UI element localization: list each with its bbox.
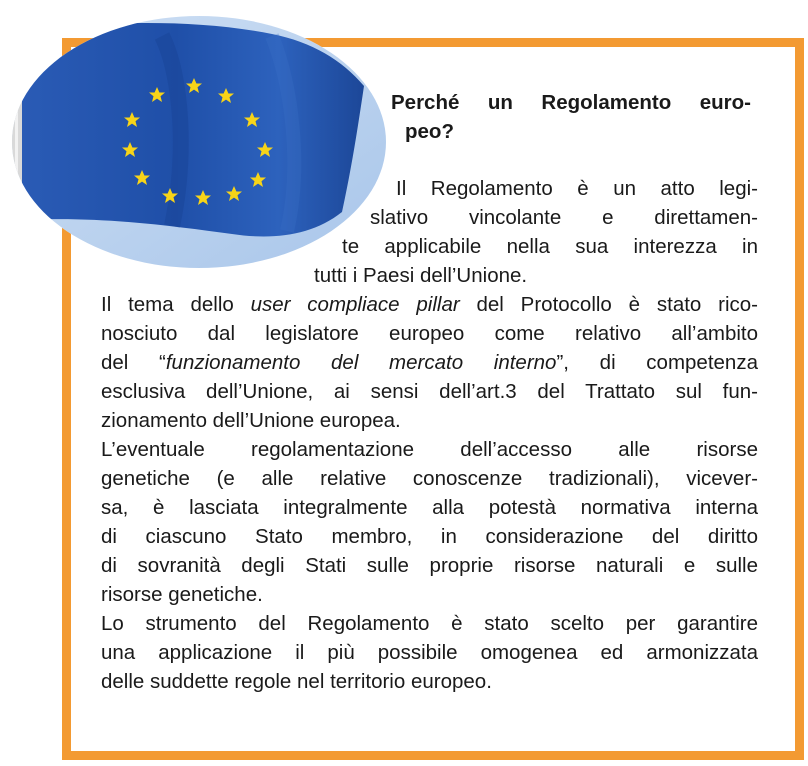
body-line-text: Il tema dello bbox=[101, 293, 251, 316]
title-line-2: peo? bbox=[405, 120, 454, 143]
body-line-text: risorse genetiche. bbox=[101, 583, 263, 606]
body-line-text: esclusiva dell’Unione, ai sensi dell’art.3 del Trattato sul fun- bbox=[101, 380, 758, 403]
intro-line-3: te applicabile nella sua interezza in bbox=[342, 235, 758, 258]
body-line-text: una applicazione il più possibile omogenea ed armonizzata bbox=[101, 641, 758, 664]
body-line bbox=[101, 406, 758, 435]
body-line bbox=[101, 580, 758, 609]
intro-line-2: slativo vincolante e direttamen- bbox=[370, 206, 758, 229]
body-line-italic: funzionamento del mercato interno bbox=[165, 351, 557, 374]
body-line-text: genetiche (e alle relative conoscenze tradizionali), vicever- bbox=[101, 467, 758, 490]
intro-line-4: tutti i Paesi dell’Unione. bbox=[314, 264, 528, 287]
body-line-text: Lo strumento del Regolamento è stato scelto per garantire bbox=[101, 612, 758, 635]
section-title bbox=[391, 88, 751, 146]
body-line-text: zionamento dell’Unione europea. bbox=[101, 409, 401, 432]
body-line-text: ”, di competenza bbox=[556, 351, 758, 374]
body-line bbox=[101, 667, 758, 696]
body-line-text: delle suddette regole nel territorio europeo. bbox=[101, 670, 492, 693]
title-line-1: Perché un Regolamento euro- bbox=[391, 91, 751, 114]
body-line-text: sa, è lasciata integralmente alla potestà normativa interna bbox=[101, 496, 758, 519]
intro-line-1: Il Regolamento è un atto legi- bbox=[396, 177, 758, 200]
eu-flag-icon bbox=[12, 16, 386, 268]
body-line-text: del Protocollo è stato rico- bbox=[459, 293, 758, 316]
body-line-text: del “ bbox=[101, 351, 166, 374]
body-line-text: nosciuto dal legislatore europeo come relativo all’ambito bbox=[101, 322, 758, 345]
body-line-text: L’eventuale regolamentazione dell’accesso alle risorse bbox=[101, 438, 758, 461]
body-line-text: di sovranità degli Stati sulle proprie risorse naturali e sulle bbox=[101, 554, 758, 577]
body-line-text: di ciascuno Stato membro, in considerazione del diritto bbox=[101, 525, 758, 548]
body-line-italic: user compliace pillar bbox=[250, 293, 460, 316]
